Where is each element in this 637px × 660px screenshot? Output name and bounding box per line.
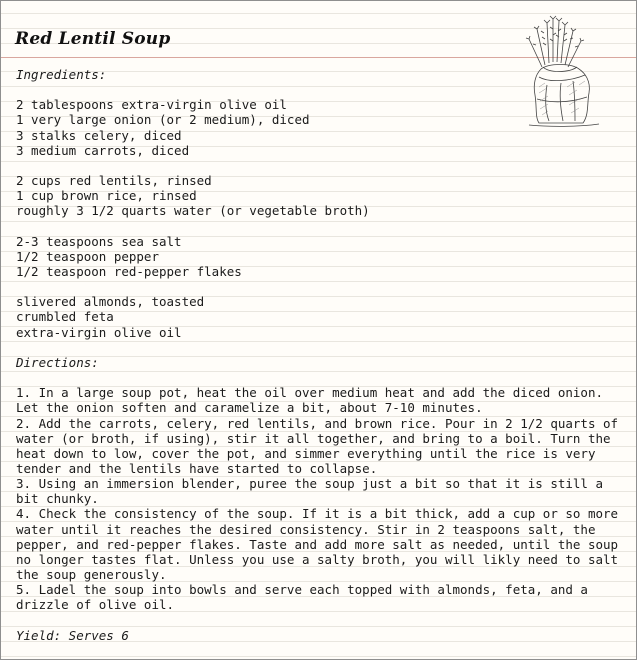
- ingredient-item: 3 medium carrots, diced: [16, 142, 190, 158]
- direction-step: 2. Add the carrots, celery, red lentils, and brown rice. Pour in 2 1/2 quarts of water (or broth, if using), stir it all together, and bring to a boil. Turn the heat down to low, cover the pot, and simmer everything until the rice is very tender and the lentils have started to collapse.: [16, 415, 619, 476]
- spacer: [16, 219, 628, 234]
- direction-step: 5. Ladel the soup into bowls and serve each topped with almonds, feta, and a drizzle of olive oil.: [16, 582, 588, 613]
- direction-step: 4. Check the consistency of the soup. If it is a bit thick, add a cup or so more water until it reaches the desired consistency. Stir in 2 teaspoons salt, the pepper, and red-pepper flakes. Taste and add more salt as needed, until the soup no longer tastes flat. Unless you use a salty broth, you will likly need to salt the soup generously.: [16, 506, 619, 583]
- direction-step: 1. In a large soup pot, heat the oil over medium heat and add the diced onion. Let the onion soften and caramelize a bit, about 7-10 minutes.: [16, 385, 603, 416]
- ingredient-item: 2 tablespoons extra-virgin olive oil: [16, 97, 287, 113]
- spacer: [16, 370, 628, 385]
- ingredient-item: extra-virgin olive oil: [16, 324, 182, 340]
- spacer: [16, 613, 628, 628]
- ingredient-item: 1/2 teaspoon red-pepper flakes: [16, 263, 242, 279]
- yield-text: Yield: Serves 6: [16, 627, 129, 643]
- recipe-body: [16, 67, 628, 643]
- recipe-title: Red Lentil Soup: [15, 29, 171, 49]
- ingredient-item: 2 cups red lentils, rinsed: [16, 173, 212, 189]
- ingredient-item: 3 stalks celery, diced: [16, 127, 182, 143]
- directions-heading: Directions:: [16, 354, 99, 370]
- ingredient-item: 2-3 teaspoons sea salt: [16, 233, 182, 249]
- ingredient-item: slivered almonds, toasted: [16, 294, 205, 310]
- ingredients-heading: Ingredients:: [16, 67, 107, 82]
- spacer: [16, 82, 628, 97]
- spacer: [16, 340, 628, 355]
- direction-step: 3. Using an immersion blender, puree the soup just a bit so that it is still a bit chunky.: [16, 476, 603, 507]
- ingredient-item: 1/2 teaspoon pepper: [16, 248, 159, 264]
- ingredient-item: 1 very large onion (or 2 medium), diced: [16, 112, 310, 128]
- spacer: [16, 279, 628, 294]
- ingredient-item: roughly 3 1/2 quarts water (or vegetable broth): [16, 203, 370, 219]
- ingredient-item: crumbled feta: [16, 309, 114, 325]
- spacer: [16, 158, 628, 173]
- ingredient-item: 1 cup brown rice, rinsed: [16, 188, 197, 204]
